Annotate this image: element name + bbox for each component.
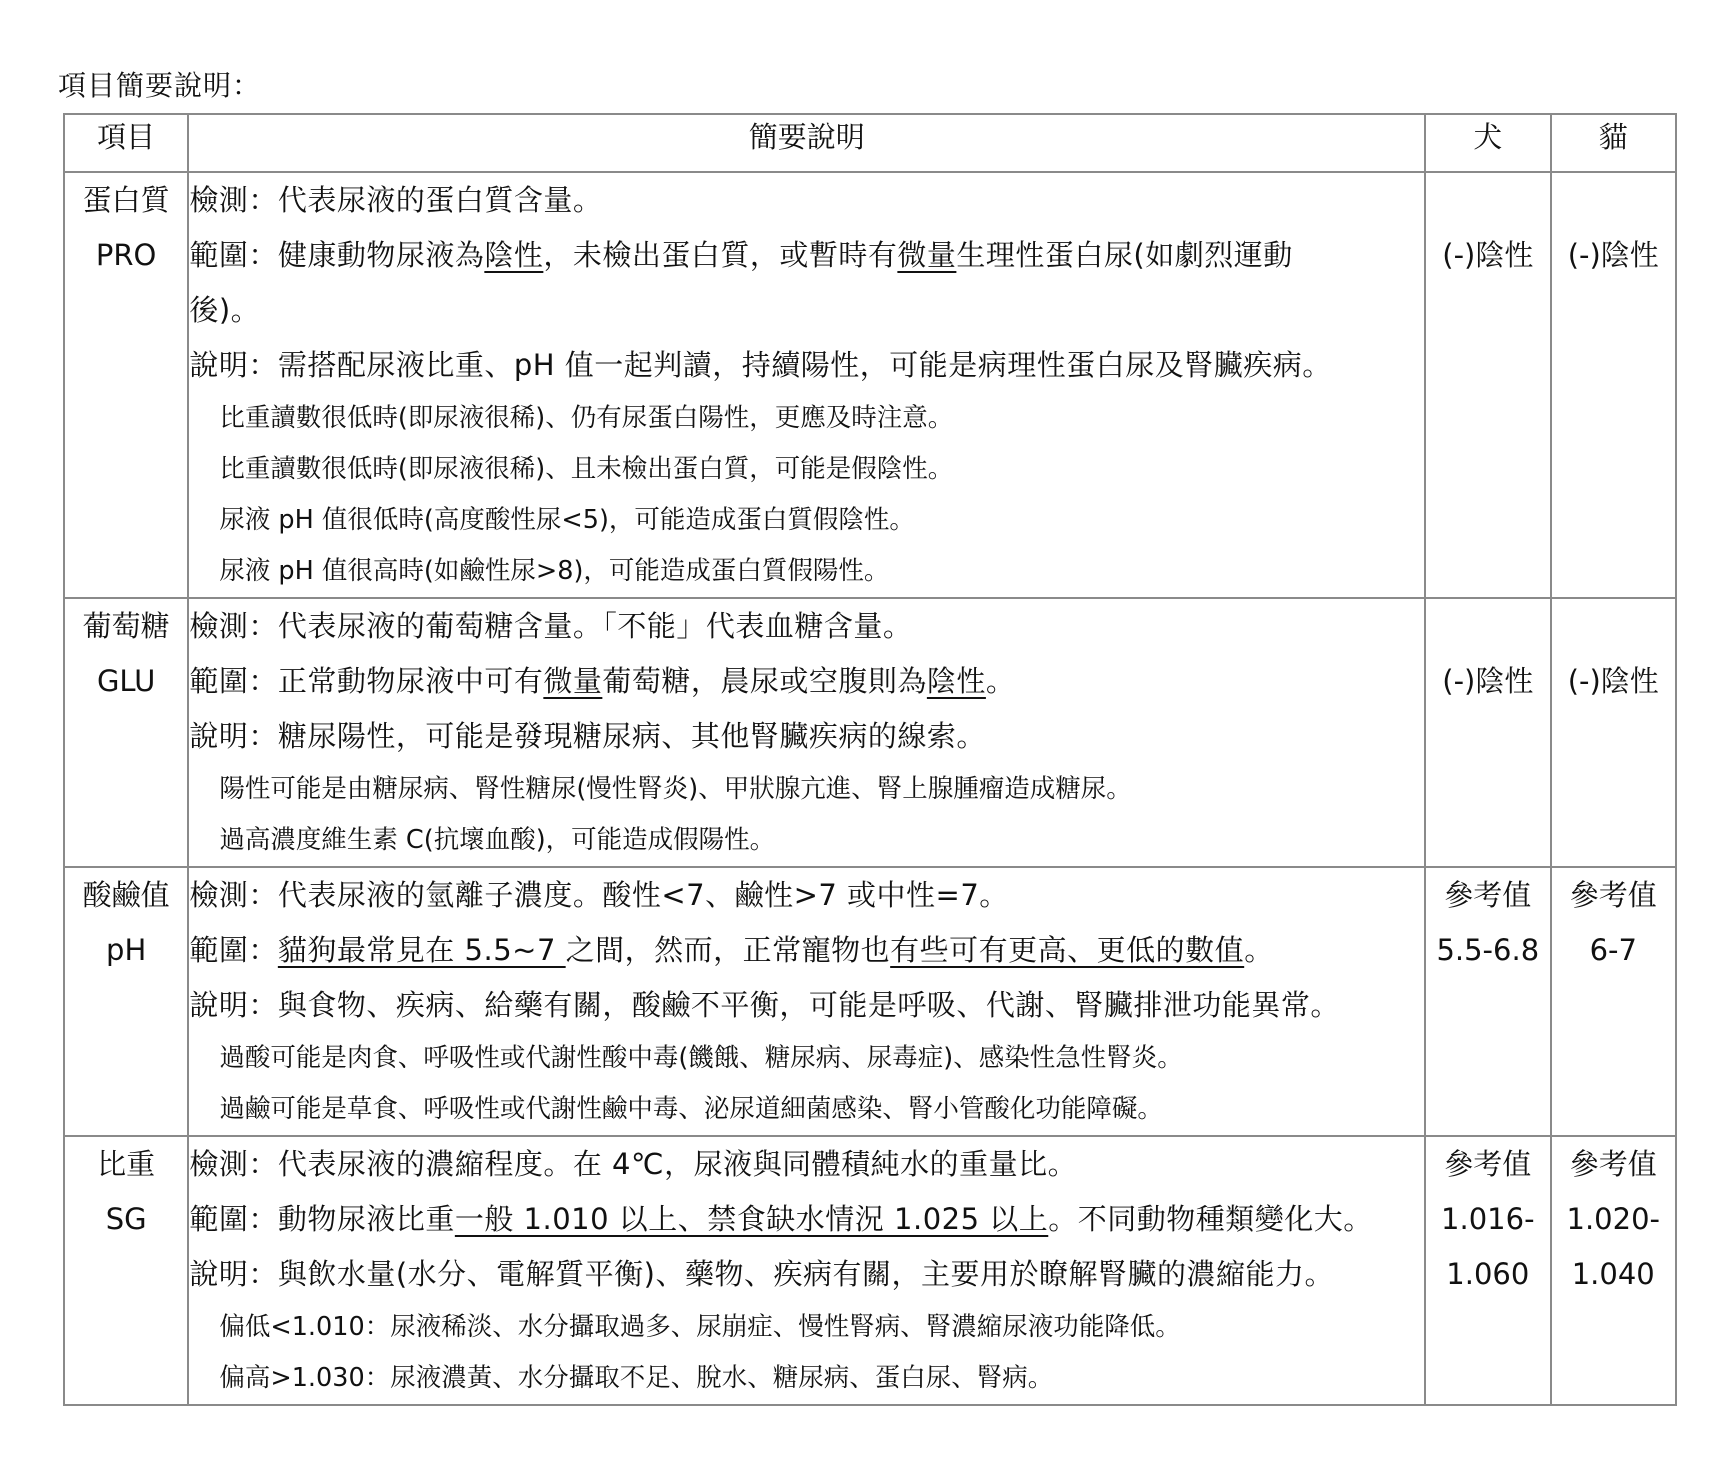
- description-text: 檢測：代表尿液的蛋白質含量。: [189, 183, 603, 217]
- item-cell: [64, 172, 188, 598]
- item-cell: [64, 867, 188, 1136]
- cat-reference-value: 1.020-: [1566, 1202, 1660, 1236]
- item-cell: [64, 1136, 188, 1405]
- header-row: [64, 114, 1676, 172]
- underlined-text: 有些可有更高、更低的數值: [890, 933, 1245, 967]
- cat-reference-value: (-)陰性: [1567, 238, 1659, 272]
- description-text: 範圍：健康動物尿液為: [189, 238, 485, 272]
- description-line: [189, 338, 1424, 393]
- description-line: [189, 1137, 1424, 1192]
- item-name-chinese: 比重: [97, 1147, 156, 1181]
- page-title: 項目簡要說明：: [58, 69, 262, 102]
- underlined-text: 微量: [897, 238, 957, 272]
- description-text: 說明：與飲水量(水分、電解質平衡)、藥物、疾病有關，主要用於瞭解腎臟的濃縮能力。: [189, 1257, 1334, 1291]
- dog-reference-cell: [1425, 598, 1550, 867]
- description-line: [189, 868, 1424, 923]
- description-subline: 過高濃度維生素 C(抗壞血酸)，可能造成假陽性。: [219, 825, 776, 855]
- item-cell: [64, 598, 188, 867]
- description-text: 後)。: [189, 293, 261, 327]
- dog-reference-cell: [1425, 867, 1550, 1136]
- description-line: [189, 978, 1424, 1033]
- cat-reference-cell: [1551, 598, 1676, 867]
- cat-reference-value: 參考值: [1569, 1147, 1657, 1181]
- description-text: 檢測：代表尿液的葡萄糖含量。「不能」代表血糖含量。: [189, 609, 913, 643]
- cat-reference-cell: [1551, 1136, 1676, 1405]
- description-text: 。不同動物種類變化大。: [1048, 1202, 1373, 1236]
- description-subline: 尿液 pH 值很高時(如鹼性尿>8)，可能造成蛋白質假陽性。: [219, 556, 890, 586]
- description-line: [189, 923, 1424, 978]
- description-text: 範圍：: [189, 933, 278, 967]
- description-subline: 比重讀數很低時(即尿液很稀)、仍有尿蛋白陽性，更應及時注意。: [219, 403, 954, 433]
- description-subline: 比重讀數很低時(即尿液很稀)、且未檢出蛋白質，可能是假陰性。: [219, 454, 954, 484]
- description-text: 範圍：正常動物尿液中可有: [189, 664, 544, 698]
- underlined-text: 陰性: [484, 238, 544, 272]
- dog-reference-value: (-)陰性: [1442, 238, 1534, 272]
- underlined-text: 一般 1.010 以上、禁食缺水情況 1.025 以上: [454, 1202, 1049, 1236]
- description-subline: 偏高>1.030：尿液濃黃、水分攝取不足、脫水、糖尿病、蛋白尿、腎病。: [219, 1363, 1054, 1393]
- description-text: 檢測：代表尿液的濃縮程度。在 4℃，尿液與同體積純水的重量比。: [189, 1147, 1078, 1181]
- item-name-code: SG: [105, 1202, 147, 1236]
- dog-reference-value: (-)陰性: [1442, 664, 1534, 698]
- description-text: 。: [1244, 933, 1274, 967]
- description-cell: [188, 867, 1425, 1136]
- table-row: [64, 598, 1676, 867]
- dog-reference-value: [1426, 599, 1549, 654]
- header-description: 簡要說明: [188, 114, 1425, 172]
- description-text: 檢測：代表尿液的氫離子濃度。酸性<7、鹼性>7 或中性=7。: [189, 878, 1009, 912]
- item-name-code: GLU: [96, 664, 156, 698]
- description-text: 說明：需搭配尿液比重、pH 值一起判讀，持續陽性，可能是病理性蛋白尿及腎臟疾病。: [189, 348, 1332, 382]
- dog-reference-value: 1.060: [1446, 1257, 1530, 1291]
- table-row: [64, 172, 1676, 598]
- header-cat: 貓: [1551, 114, 1676, 172]
- description-subline: 過鹼可能是草食、呼吸性或代謝性鹼中毒、泌尿道細菌感染、腎小管酸化功能障礙。: [219, 1094, 1163, 1124]
- description-text: 說明：與食物、疾病、給藥有關，酸鹼不平衡，可能是呼吸、代謝、腎臟排泄功能異常。: [189, 988, 1340, 1022]
- description-text: 葡萄糖，晨尿或空腹則為: [602, 664, 927, 698]
- description-text: ，未檢出蛋白質，或暫時有: [543, 238, 898, 272]
- description-line: [189, 599, 1424, 654]
- item-name-code: PRO: [95, 238, 157, 272]
- table-row: [64, 867, 1676, 1136]
- item-name-chinese: 酸鹼值: [82, 878, 170, 912]
- description-line: [189, 709, 1424, 764]
- underlined-text: 陰性: [926, 664, 986, 698]
- cat-reference-value: [1552, 173, 1675, 228]
- description-line: [189, 1247, 1424, 1302]
- cat-reference-value: (-)陰性: [1567, 664, 1659, 698]
- dog-reference-cell: [1425, 1136, 1550, 1405]
- description-line: [189, 654, 1424, 709]
- description-cell: [188, 1136, 1425, 1405]
- description-line: [189, 283, 1424, 338]
- description-subline: 尿液 pH 值很低時(高度酸性尿<5)，可能造成蛋白質假陰性。: [219, 505, 915, 535]
- description-line: [189, 1192, 1424, 1247]
- underlined-text: 貓狗最常見在 5.5~7: [277, 933, 566, 967]
- item-name-code: pH: [106, 933, 147, 967]
- urinalysis-table: [63, 113, 1677, 1406]
- description-text: 之間，然而，正常寵物也: [565, 933, 891, 967]
- cat-reference-cell: [1551, 172, 1676, 598]
- cat-reference-value: 6-7: [1589, 933, 1637, 967]
- header-dog: 犬: [1425, 114, 1550, 172]
- dog-reference-value: 參考值: [1444, 1147, 1532, 1181]
- description-text: 。: [985, 664, 1016, 698]
- header-item: 項目: [64, 114, 188, 172]
- description-text: 說明：糖尿陽性，可能是發現糖尿病、其他腎臟疾病的線索。: [189, 719, 986, 753]
- description-text: 範圍：動物尿液比重: [189, 1202, 455, 1236]
- description-subline: 過酸可能是肉食、呼吸性或代謝性酸中毒(饑餓、糖尿病、尿毒症)、感染性急性腎炎。: [219, 1043, 1183, 1073]
- cat-reference-value: [1552, 599, 1675, 654]
- dog-reference-value: [1426, 173, 1549, 228]
- description-line: [189, 173, 1424, 228]
- item-name-chinese: 蛋白質: [82, 183, 170, 217]
- description-subline: 偏低<1.010：尿液稀淡、水分攝取過多、尿崩症、慢性腎病、腎濃縮尿液功能降低。: [219, 1312, 1181, 1342]
- item-name-chinese: 葡萄糖: [82, 609, 170, 643]
- table-row: [64, 1136, 1676, 1405]
- description-cell: [188, 172, 1425, 598]
- description-cell: [188, 598, 1425, 867]
- cat-reference-cell: [1551, 867, 1676, 1136]
- description-text: 生理性蛋白尿(如劇烈運動: [956, 238, 1293, 272]
- dog-reference-cell: [1425, 172, 1550, 598]
- dog-reference-value: 5.5-6.8: [1436, 933, 1540, 967]
- description-subline: 陽性可能是由糖尿病、腎性糖尿(慢性腎炎)、甲狀腺亢進、腎上腺腫瘤造成糖尿。: [219, 774, 1132, 804]
- dog-reference-value: 1.016-: [1441, 1202, 1535, 1236]
- description-line: [189, 228, 1424, 283]
- underlined-text: 微量: [543, 664, 603, 698]
- cat-reference-value: 參考值: [1569, 878, 1657, 912]
- dog-reference-value: 參考值: [1444, 878, 1532, 912]
- cat-reference-value: 1.040: [1571, 1257, 1655, 1291]
